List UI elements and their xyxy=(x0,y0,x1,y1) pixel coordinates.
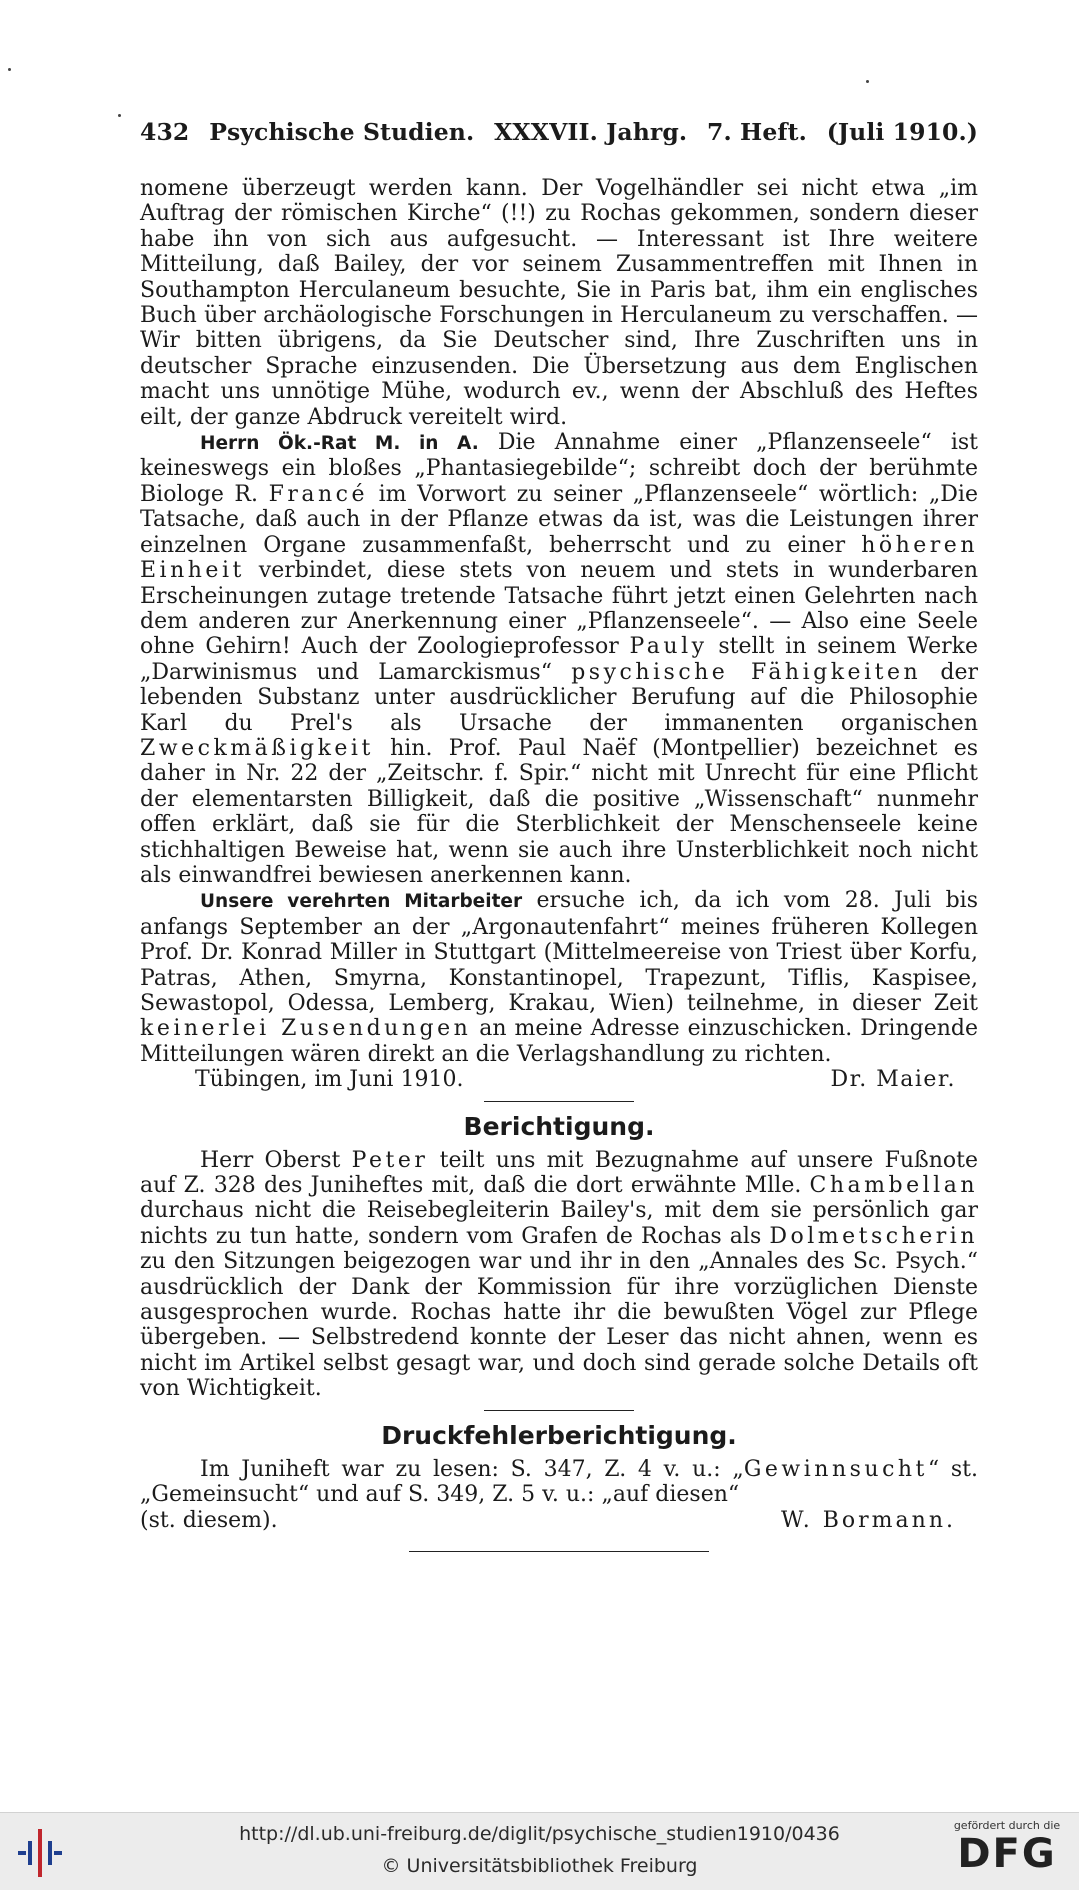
text-run: Im Juniheft war zu lesen: S. 347, Z. 4 v. u.: „ xyxy=(200,1456,744,1482)
text-run: zu den Sitzungen beigezogen war und ihr in den „Annales des Sc. Psych.“ ausdrücklich der Dank der Kommission für ihre vorzüglichen Dienste ausgesprochen wurde. Rochas hatte ihr die bewußten Vögel zur Pflege übergeben. — Selbstredend konnte der Leser das nicht ahnen, wenn es nicht im Artikel selbst gesagt war, und doch sind gerade solche Details oft von Wichtigkeit. xyxy=(140,1249,978,1402)
dfg-sponsor xyxy=(947,1819,1067,1876)
issue-date: (Juli 1910.) xyxy=(826,118,978,146)
text-run: der lebenden Substanz unter ausdrücklicher Berufung auf die Philosophie Karl du Prel's als Ursache der immanenten organischen xyxy=(140,659,978,736)
emphasis-name: Chambellan xyxy=(809,1173,978,1199)
section-divider xyxy=(484,1101,634,1102)
emphasis-name: Peter xyxy=(351,1147,429,1173)
emphasis-word: Gewinnsucht xyxy=(743,1456,928,1482)
dfg-logo-icon: DFG xyxy=(957,1831,1057,1877)
place-date: Tübingen, im Juni 1910. xyxy=(195,1067,464,1093)
volume-label: XXXVII. Jahrg. xyxy=(494,118,688,146)
addressee-label: Unsere verehrten Mitarbeiter xyxy=(200,891,523,913)
text-run: Die Annahme einer „Pflanzenseele“ ist keineswegs ein bloßes „Phantasiegebilde“; schreibt doch der berühmte Biologe R. xyxy=(140,430,978,507)
section-heading-berichtigung: Berichtigung. xyxy=(463,1111,655,1141)
emphasis-phrase: keinerlei Zusendungen xyxy=(140,1016,472,1042)
text-run: ersuche ich, da ich vom 28. Juli bis anfangs September an der „Argonautenfahrt“ meines früheren Kollegen Prof. Dr. Konrad Miller in Stuttgart (Mittelmeereise von Triest über Korfu, Patras, Athen, Smyrna, Konstantinopel, Trapezunt, Tiflis, Kaspisee, Sewastopol, Odessa, Lemberg, Krakau, Wien) teilnehme, in dieser Zeit xyxy=(140,888,978,1016)
dfg-caption: gefördert durch die xyxy=(953,1819,1061,1832)
text-run: stellt in seinem Werke „Darwinismus und Lamarckismus“ xyxy=(140,634,979,685)
emphasis-name: Francé xyxy=(268,481,368,507)
journal-title: Psychische Studien. xyxy=(209,118,475,146)
emphasis-name: Pauly xyxy=(629,634,708,660)
source-url-link[interactable]: http://dl.ub.uni-freiburg.de/diglit/psychische_studien1910/0436 xyxy=(239,1823,840,1845)
page-header xyxy=(140,118,978,146)
text-run: hin. Prof. Paul Naëf (Montpellier) bezeichnet es daher in Nr. 22 der „Zeitschr. f. Spir.“ nicht mit Unrecht für eine Pflicht der elementarsten Billigkeit, daß die positive „Wissenschaft“ nunmehr offen erklärt, daß sie für die Sterblichkeit der Menschenseele keine stichhaltigen Beweise hat, wenn sie auch ihre Unsterblichkeit noch nicht als einwandfrei bewiesen anerkennen kann. xyxy=(140,735,978,888)
druckfehler-closing-row xyxy=(140,1508,978,1533)
end-rule xyxy=(409,1551,709,1552)
signature-row xyxy=(140,1067,978,1092)
viewer-footer xyxy=(0,1812,1079,1890)
paragraph-pflanzenseele xyxy=(140,430,978,888)
paragraph-continued: nomene überzeugt werden kann. Der Vogelhändler sei nicht etwa „im Auftrag der römischen Kirche“ (!!) zu Rochas gekommen, sondern dieser habe ihn von sich aus aufgesucht. — Interessant ist Ihre weitere Mitteilung, daß Bailey, der vor seinem Zusammentreffen mit Ihnen in Southampton Herculaneum besuchte, Sie in Paris bat, ihm ein englisches Buch über archäologische Forschungen in Herculaneum zu verschaffen. — Wir bitten übrigens, da Sie Deutscher sind, Ihre Zuschriften uns in deutscher Sprache einzusenden. Die Übersetzung aus dem Englischen macht uns unnötige Mühe, wodurch ev., wenn der Abschluß des Heftes eilt, der ganze Abdruck vereitelt wird. xyxy=(140,176,978,430)
issue-label: 7. Heft. xyxy=(707,118,807,146)
scan-speck xyxy=(8,68,11,71)
section-divider xyxy=(484,1410,634,1411)
author-signature: Dr. Maier. xyxy=(830,1067,956,1093)
emphasis-phrase: psychische Fähigkeiten xyxy=(571,659,922,685)
section-heading-druckfehler: Druckfehlerberichtigung. xyxy=(381,1420,737,1450)
copyright-notice: © Universitätsbibliothek Freiburg xyxy=(381,1855,698,1877)
author-signature: W. Bormann. xyxy=(781,1507,956,1533)
paragraph-mitarbeiter xyxy=(140,888,978,1067)
scan-speck xyxy=(866,80,869,83)
emphasis-phrase: Dolmetscherin xyxy=(769,1223,978,1249)
page-body xyxy=(140,176,978,1552)
scan-speck xyxy=(118,114,121,117)
text-run: verbindet, diese stets von neuem und stets in wunderbaren Erscheinungen zutage tretende Tatsache führt jetzt einen Gelehrten nach dem anderen zur Anerkennung einer „Pflanzenseele“. — Also eine Seele ohne Gehirn! Auch der Zoologieprofessor xyxy=(140,558,978,660)
page-number: 432 xyxy=(140,118,190,146)
text-run: “ st. „Gemeinsucht“ und auf S. 349, Z. 5 v. u.: „auf diesen“ xyxy=(140,1456,978,1508)
emphasis-phrase: höheren Einheit xyxy=(140,532,978,584)
text-run: teilt uns mit Bezugnahme auf unsere Fußnote auf Z. 328 des Juniheftes mit, daß die dort erwähnte Mlle. xyxy=(140,1147,978,1199)
emphasis-phrase: Zweckmäßigkeit xyxy=(140,735,374,761)
text-run: durchaus nicht die Reisebegleiterin Bailey's, mit dem sie persönlich gar nichts zu tun hatte, sondern vom Grafen de Rochas als xyxy=(140,1198,978,1249)
text-run: an meine Adresse einzuschicken. Dringende Mitteilungen wären direkt an die Verlagshandlung zu richten. xyxy=(140,1016,978,1067)
text-run: (st. diesem). xyxy=(140,1507,278,1533)
addressee-label: Herrn Ök.-Rat M. in A. xyxy=(200,433,479,455)
text-run: Herr Oberst xyxy=(200,1147,352,1173)
text-run: im Vorwort zu seiner „Pflanzenseele“ wörtlich: „Die Tatsache, daß auch in der Pflanze etwas da ist, was die Leistungen ihrer einzelnen Organe zusammenfaßt, beherrscht und zu einer xyxy=(140,481,978,558)
paragraph-berichtigung xyxy=(140,1148,978,1402)
paragraph-druckfehler xyxy=(140,1457,978,1508)
